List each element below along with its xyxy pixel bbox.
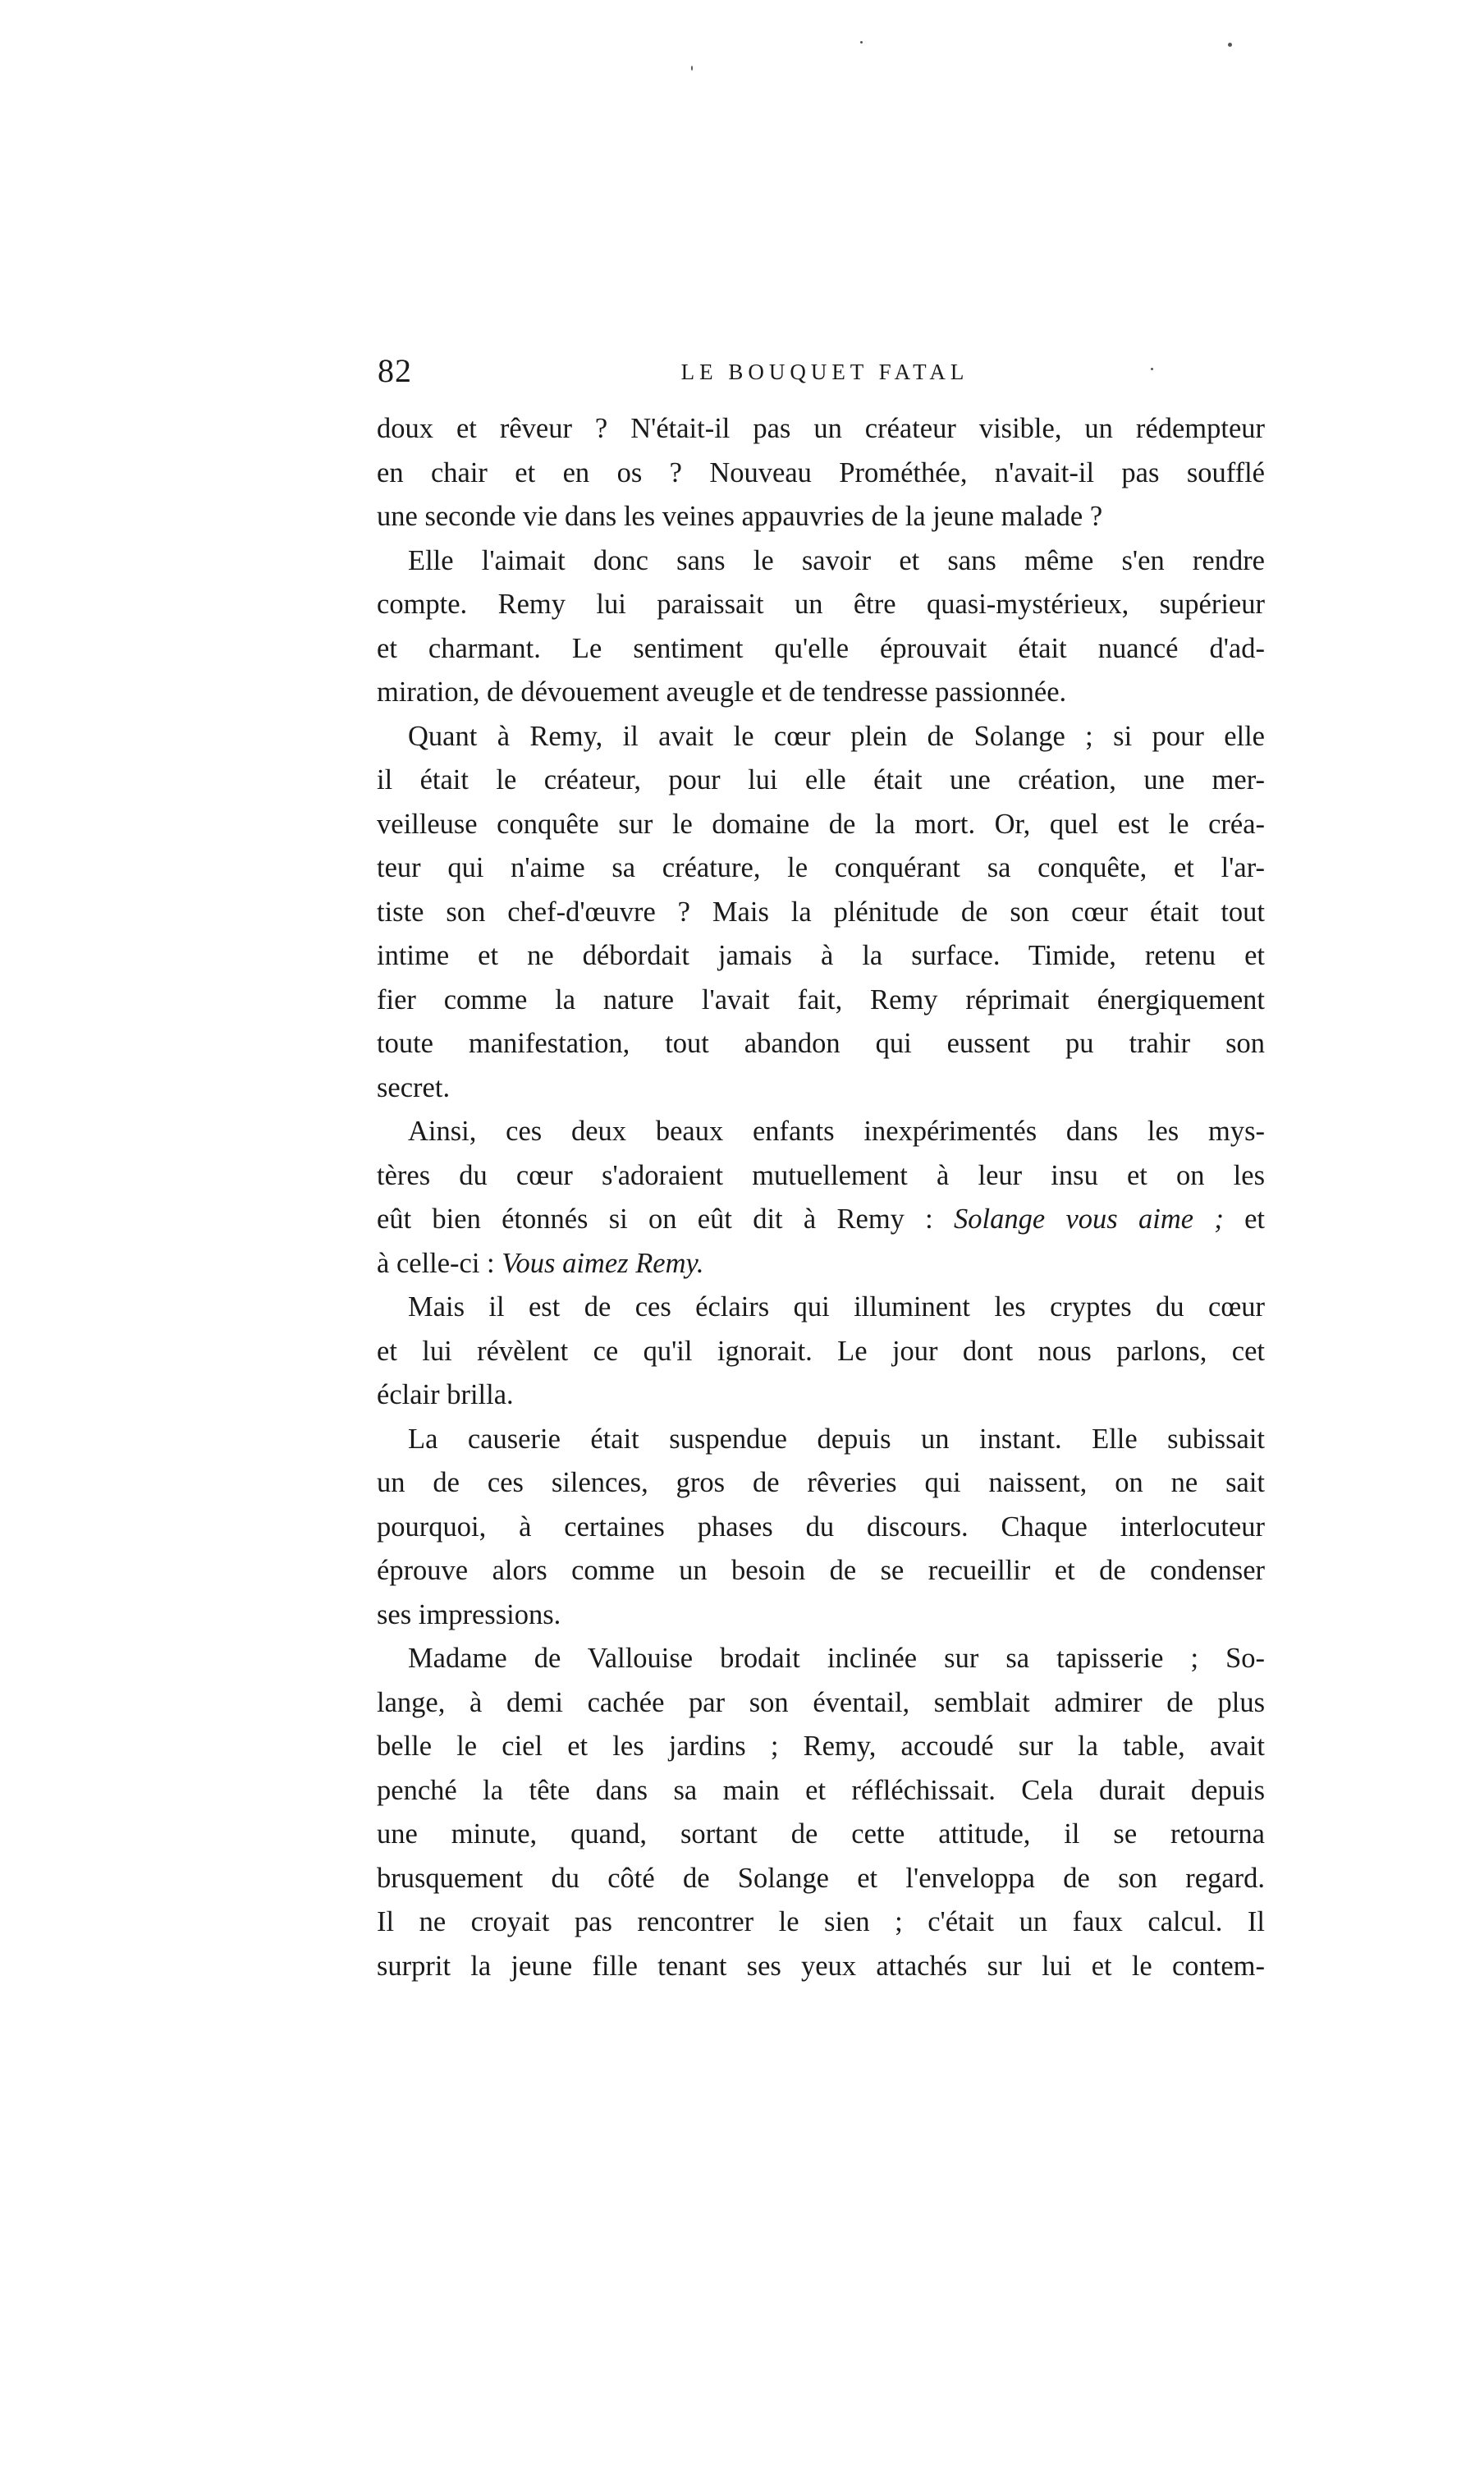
running-head: LE BOUQUET FATAL (680, 360, 969, 384)
paper-speck (691, 66, 693, 71)
paragraph (377, 1418, 1265, 1638)
paragraph (377, 407, 1265, 539)
text-fragment: eût bien étonnés si on eût dit à Remy : (377, 1203, 955, 1235)
text-line: une seconde vie dans les veines appauvries de la jeune malade ? (377, 501, 1103, 532)
text-line: Il ne croyait pas rencontrer le sien ; c'était un faux calcul. Il (377, 1906, 1265, 1937)
paragraph (377, 1637, 1265, 1988)
text-line: doux et rêveur ? N'était-il pas un créateur visible, un rédempteur (377, 413, 1265, 444)
text-line: surprit la jeune fille tenant ses yeux attachés sur lui et le contem- (377, 1950, 1265, 1982)
italic-phrase: Solange vous aime ; (954, 1203, 1224, 1235)
text-line-with-italic (377, 1242, 1265, 1286)
text-line: pourquoi, à certaines phases du discours. Chaque interlocuteur (377, 1511, 1265, 1543)
text-line: Elle l'aimait donc sans le savoir et sans même s'en rendre (408, 544, 1265, 576)
text-line: une minute, quand, sortant de cette attitude, il se retourna (377, 1818, 1265, 1850)
text-line: ses impressions. (377, 1598, 561, 1630)
italic-phrase: Vous aimez Remy. (502, 1247, 704, 1279)
text-line: toute manifestation, tout abandon qui eussent pu trahir son (377, 1028, 1265, 1059)
text-line: Quant à Remy, il avait le cœur plein de Solange ; si pour elle (408, 720, 1265, 752)
text-line: brusquement du côté de Solange et l'enveloppa de son regard. (377, 1862, 1265, 1894)
text-line: intime et ne débordait jamais à la surface. Timide, retenu et (377, 940, 1265, 971)
text-line: tiste son chef-d'œuvre ? Mais la plénitude de son cœur était tout (377, 896, 1265, 928)
text-line: secret. (377, 1071, 451, 1103)
text-line: belle le ciel et les jardins ; Remy, accoudé sur la table, avait (377, 1731, 1265, 1762)
paragraph (377, 715, 1265, 1111)
text-line: Madame de Vallouise brodait inclinée sur sa tapisserie ; So- (408, 1643, 1265, 1674)
text-line: teur qui n'aime sa créature, le conquérant sa conquête, et l'ar- (377, 852, 1265, 883)
paragraph (377, 1110, 1265, 1286)
body-text (377, 407, 1265, 1988)
text-line: et charmant. Le sentiment qu'elle éprouvait était nuancé d'ad- (377, 632, 1265, 664)
text-line: fier comme la nature l'avait fait, Remy réprimait énergiquement (377, 983, 1265, 1015)
paper-speck (860, 41, 863, 44)
text-fragment: à celle-ci : (377, 1247, 502, 1279)
paper-speck (1228, 43, 1232, 47)
text-line-with-italic (377, 1198, 1265, 1242)
text-line: en chair et en os ? Nouveau Prométhée, n'avait-il pas soufflé (377, 456, 1265, 488)
page-number: 82 (378, 352, 412, 389)
text-line: éprouve alors comme un besoin de se recueillir et de condenser (377, 1555, 1265, 1586)
text-line: lange, à demi cachée par son éventail, semblait admirer de plus (377, 1686, 1265, 1718)
page-header (378, 346, 1272, 396)
text-line: penché la tête dans sa main et réfléchissait. Cela durait depuis (377, 1774, 1265, 1806)
text-line: tères du cœur s'adoraient mutuellement à leur insu et on les (377, 1159, 1265, 1191)
paragraph (377, 1286, 1265, 1418)
text-line: Ainsi, ces deux beaux enfants inexpérimentés dans les mys- (408, 1116, 1265, 1147)
text-line: un de ces silences, gros de rêveries qui naissent, on ne sait (377, 1467, 1265, 1498)
text-fragment: et (1223, 1203, 1265, 1235)
paragraph (377, 539, 1265, 715)
text-line: miration, de dévouement aveugle et de tendresse passionnée. (377, 676, 1067, 708)
text-line: il était le créateur, pour lui elle était une création, une mer- (377, 764, 1265, 795)
text-line: veilleuse conquête sur le domaine de la mort. Or, quel est le créa- (377, 808, 1265, 840)
text-line: compte. Remy lui paraissait un être quasi-mystérieux, supérieur (377, 589, 1265, 620)
text-line: et lui révèlent ce qu'il ignorait. Le jour dont nous parlons, cet (377, 1335, 1265, 1367)
text-line: éclair brilla. (377, 1379, 514, 1410)
text-line: La causerie était suspendue depuis un instant. Elle subissait (408, 1423, 1265, 1455)
text-line: Mais il est de ces éclairs qui illuminent les cryptes du cœur (408, 1291, 1265, 1323)
